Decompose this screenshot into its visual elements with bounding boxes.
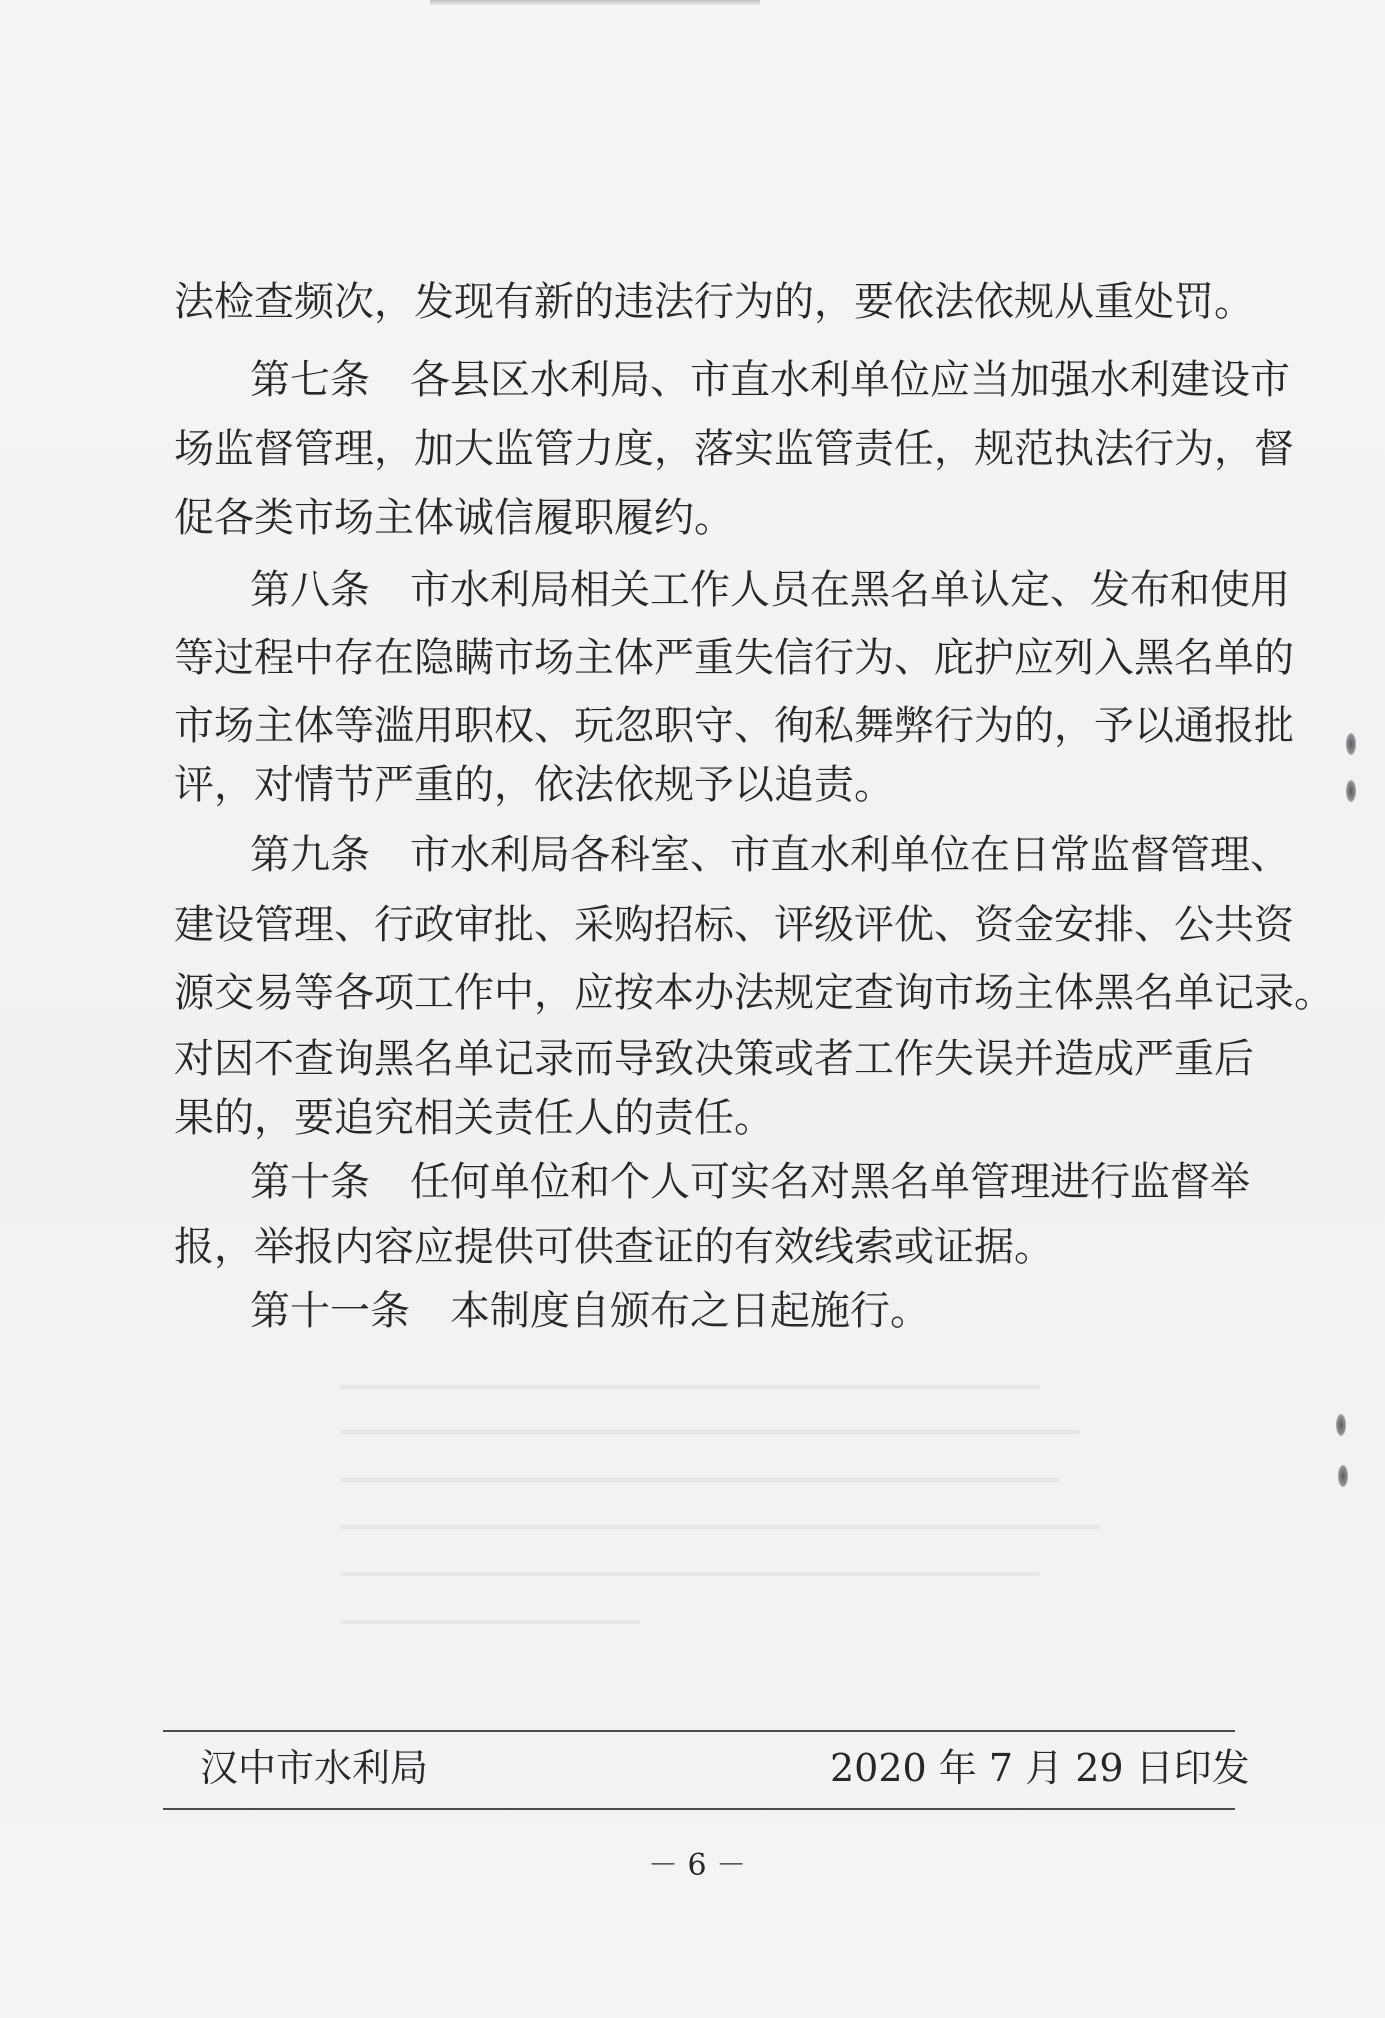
body-text-line: 报，举报内容应提供可供查证的有效线索或证据。	[174, 1224, 1054, 1270]
body-text-line: 等过程中存在隐瞒市场主体严重失信行为、庇护应列入黑名单的	[174, 635, 1294, 681]
bleed-through-mark	[340, 1478, 1060, 1482]
bleed-through-mark	[340, 1385, 1040, 1389]
page-number: － 6 －	[648, 1848, 747, 1883]
bleed-through-mark	[340, 1430, 1080, 1434]
binding-hole-mark	[1336, 1414, 1346, 1436]
body-text-line: 法检查频次，发现有新的违法行为的，要依法依规从重处罚。	[174, 279, 1254, 325]
body-text-line: 源交易等各项工作中，应按本办法规定查询市场主体黑名单记录。	[174, 970, 1334, 1016]
article-9-heading-line: 第九条 市水利局各科室、市直水利单位在日常监督管理、	[250, 832, 1290, 878]
binding-hole-mark	[1346, 733, 1356, 755]
article-7-heading-line: 第七条 各县区水利局、市直水利单位应当加强水利建设市	[250, 357, 1290, 403]
body-text-line: 评，对情节严重的，依法依规予以追责。	[174, 762, 894, 808]
article-11-heading-line: 第十一条 本制度自颁布之日起施行。	[250, 1288, 930, 1334]
binding-hole-mark	[1338, 1465, 1348, 1487]
body-text-line: 果的，要追究相关责任人的责任。	[174, 1095, 774, 1141]
footer-bottom-rule	[163, 1808, 1235, 1810]
article-8-heading-line: 第八条 市水利局相关工作人员在黑名单认定、发布和使用	[250, 567, 1290, 613]
body-text-line: 市场主体等滥用职权、玩忽职守、徇私舞弊行为的，予以通报批	[174, 703, 1294, 749]
body-text-line: 建设管理、行政审批、采购招标、评级评优、资金安排、公共资	[174, 902, 1294, 948]
issuer-name: 汉中市水利局	[200, 1746, 429, 1790]
body-text-line: 对因不查询黑名单记录而导致决策或者工作失误并造成严重后	[174, 1036, 1254, 1082]
issue-date: 2020 年 7 月 29 日印发	[830, 1746, 1250, 1790]
footer-top-rule	[163, 1730, 1235, 1732]
body-text-line: 场监督管理，加大监管力度，落实监管责任，规范执法行为，督	[174, 426, 1294, 472]
article-10-heading-line: 第十条 任何单位和个人可实名对黑名单管理进行监督举	[250, 1159, 1250, 1205]
bleed-through-mark	[340, 1572, 1040, 1576]
body-text-line: 促各类市场主体诚信履职履约。	[174, 495, 734, 541]
binding-hole-mark	[1346, 780, 1356, 802]
bleed-through-mark	[340, 1620, 640, 1624]
bleed-through-mark	[340, 1525, 1100, 1529]
scan-edge-shadow	[430, 0, 760, 6]
